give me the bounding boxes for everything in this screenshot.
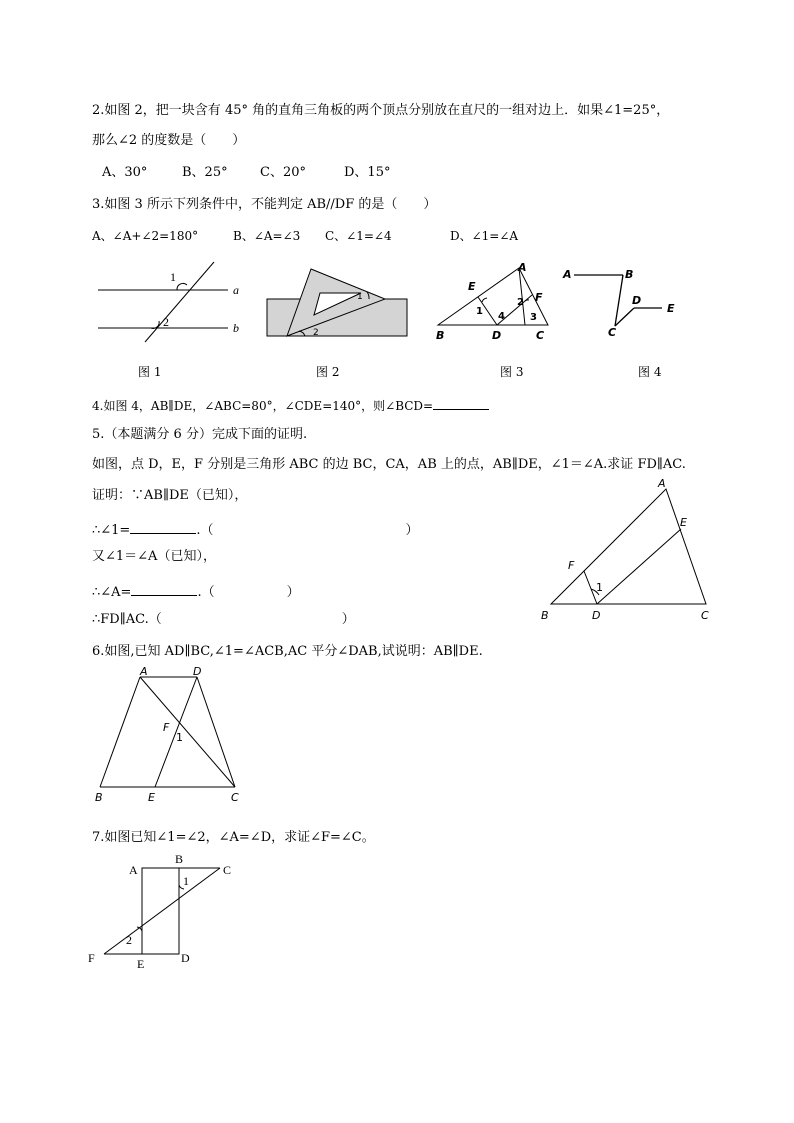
figure-4 — [560, 262, 685, 342]
fig2-label-1: 1 — [357, 292, 363, 302]
q5-line2-close: ） — [405, 523, 419, 538]
q5-line2-mid: .（ — [196, 523, 214, 538]
q6-fig-label-D: D — [193, 665, 202, 678]
fig3-label-A-E: E — [468, 280, 476, 293]
q7-fig-label-F: F — [88, 951, 95, 965]
figure-q6 — [90, 663, 250, 808]
q5-fig-label-F: F — [568, 559, 575, 572]
q3-option-d: D、∠1=∠A — [450, 229, 519, 243]
q6-fig-label-F: F — [163, 721, 170, 734]
q7-fig-label-1: 1 — [183, 874, 189, 888]
q7-fig-label-A: A — [129, 863, 138, 877]
q5-line2-prefix: ∴∠1= — [92, 523, 131, 538]
q5-fig-label-1: 1 — [596, 581, 603, 594]
fig1-label-2: 2 — [163, 315, 169, 329]
q5-line4-mid: .（ — [197, 585, 215, 600]
fig1-caption: 图 1 — [138, 365, 162, 379]
q5-line3: 又∠1＝∠A（已知）， — [92, 549, 216, 564]
fig1-label-1: 1 — [170, 270, 176, 284]
q5-line4-close: ） — [286, 585, 300, 600]
fig1-label-a: a — [233, 283, 239, 297]
q2-option-c: C、20° — [260, 165, 306, 180]
fig3-label-D: D — [492, 329, 502, 342]
figure-3 — [432, 258, 562, 344]
q5-line5-close: ） — [341, 612, 355, 627]
fig2-caption: 图 2 — [316, 365, 340, 379]
q5-line2 — [92, 520, 418, 537]
q5-title: 5.（本题满分 6 分）完成下面的证明. — [92, 427, 308, 442]
fig3-label-C: C — [536, 329, 545, 342]
q5-fig-label-C: C — [701, 609, 709, 622]
q5-line5 — [92, 613, 355, 626]
q2-option-b: B、25° — [182, 165, 228, 180]
q5-fig-label-D: D — [592, 609, 601, 622]
fig1-label-b: b — [233, 321, 239, 335]
q4-stem: 4.如图 4，AB∥DE，∠ABC=80°，∠CDE=140°，则∠BCD= — [92, 399, 434, 413]
fig4-label-B: B — [625, 268, 634, 281]
q5-fig-label-A: A — [658, 477, 666, 490]
q5-stem: 如图，点 D，E，F 分别是三角形 ABC 的边 BC，CA，AB 上的点，AB∥DE，∠1＝∠A.求证 FD∥AC. — [92, 457, 686, 472]
q3-option-b: B、∠A=∠3 — [233, 229, 301, 243]
fig2-label-2: 2 — [313, 328, 319, 338]
q5-blank-2[interactable] — [131, 582, 197, 596]
q5-line4-prefix: ∴∠A= — [92, 585, 132, 600]
q3-stem: 3.如图 3 所示下列条件中，不能判定 AB//DF 的是（ ） — [92, 197, 437, 212]
fig3-label-1: 1 — [476, 306, 483, 317]
q7-fig-label-B: B — [175, 852, 184, 866]
q3-option-c: C、∠1=∠4 — [325, 229, 392, 243]
fig3-label-F: F — [535, 291, 543, 304]
fig4-caption: 图 4 — [638, 365, 662, 379]
fig4-label-D: D — [632, 294, 642, 307]
figure-q7 — [86, 848, 246, 970]
q4-text — [92, 397, 489, 412]
figure-2 — [265, 265, 411, 341]
q5-line4 — [92, 582, 300, 599]
fig3-label-B: B — [436, 329, 445, 342]
q3-option-a: A、∠A+∠2=180° — [92, 229, 199, 243]
fig4-label-E: E — [667, 302, 675, 315]
fig3-label-2: 2 — [517, 297, 524, 308]
q5-fig-label-B: B — [541, 609, 549, 622]
q7-fig-label-C: C — [223, 863, 232, 877]
q7-fig-label-2: 2 — [126, 933, 132, 947]
q5-line1: 证明：∵AB∥DE（已知）， — [92, 488, 248, 503]
q2-line1: 2.如图 2，把一块含有 45° 角的直角三角板的两个顶点分别放在直尺的一组对边上．如果∠1=25°， — [92, 103, 670, 118]
q6-text: 6.如图,已知 AD∥BC,∠1=∠ACB,AC 平分∠DAB,试说明：AB∥DE. — [92, 644, 483, 659]
fig3-label-3: 3 — [530, 312, 537, 323]
fig3-label-A: A — [518, 261, 527, 274]
q6-fig-label-1: 1 — [176, 731, 183, 744]
q7-fig-label-D: D — [181, 951, 190, 965]
q7-fig-label-E: E — [137, 957, 145, 971]
figure-q5 — [538, 476, 718, 624]
q5-fig-label-E: E — [680, 516, 687, 529]
q2-line2: 那么∠2 的度数是（ ） — [92, 133, 246, 148]
fig3-label-4: 4 — [498, 311, 505, 322]
q2-option-a: A、30° — [102, 165, 148, 180]
fig4-label-A: A — [563, 268, 572, 281]
q5-line5-prefix: ∴FD∥AC.（ — [92, 612, 162, 627]
q6-fig-label-C: C — [231, 791, 239, 804]
q5-blank-1[interactable] — [130, 520, 196, 534]
fig3-caption: 图 3 — [500, 365, 524, 379]
fig4-label-C: C — [608, 326, 617, 339]
q6-fig-label-A: A — [140, 665, 148, 678]
figure-1 — [95, 258, 255, 344]
q7-text: 7.如图已知∠1=∠2，∠A=∠D，求证∠F=∠C。 — [92, 830, 375, 845]
q6-fig-label-B: B — [95, 791, 103, 804]
q2-option-d: D、15° — [344, 165, 391, 180]
q6-fig-label-E: E — [148, 791, 155, 804]
q4-answer-blank[interactable] — [433, 397, 489, 410]
